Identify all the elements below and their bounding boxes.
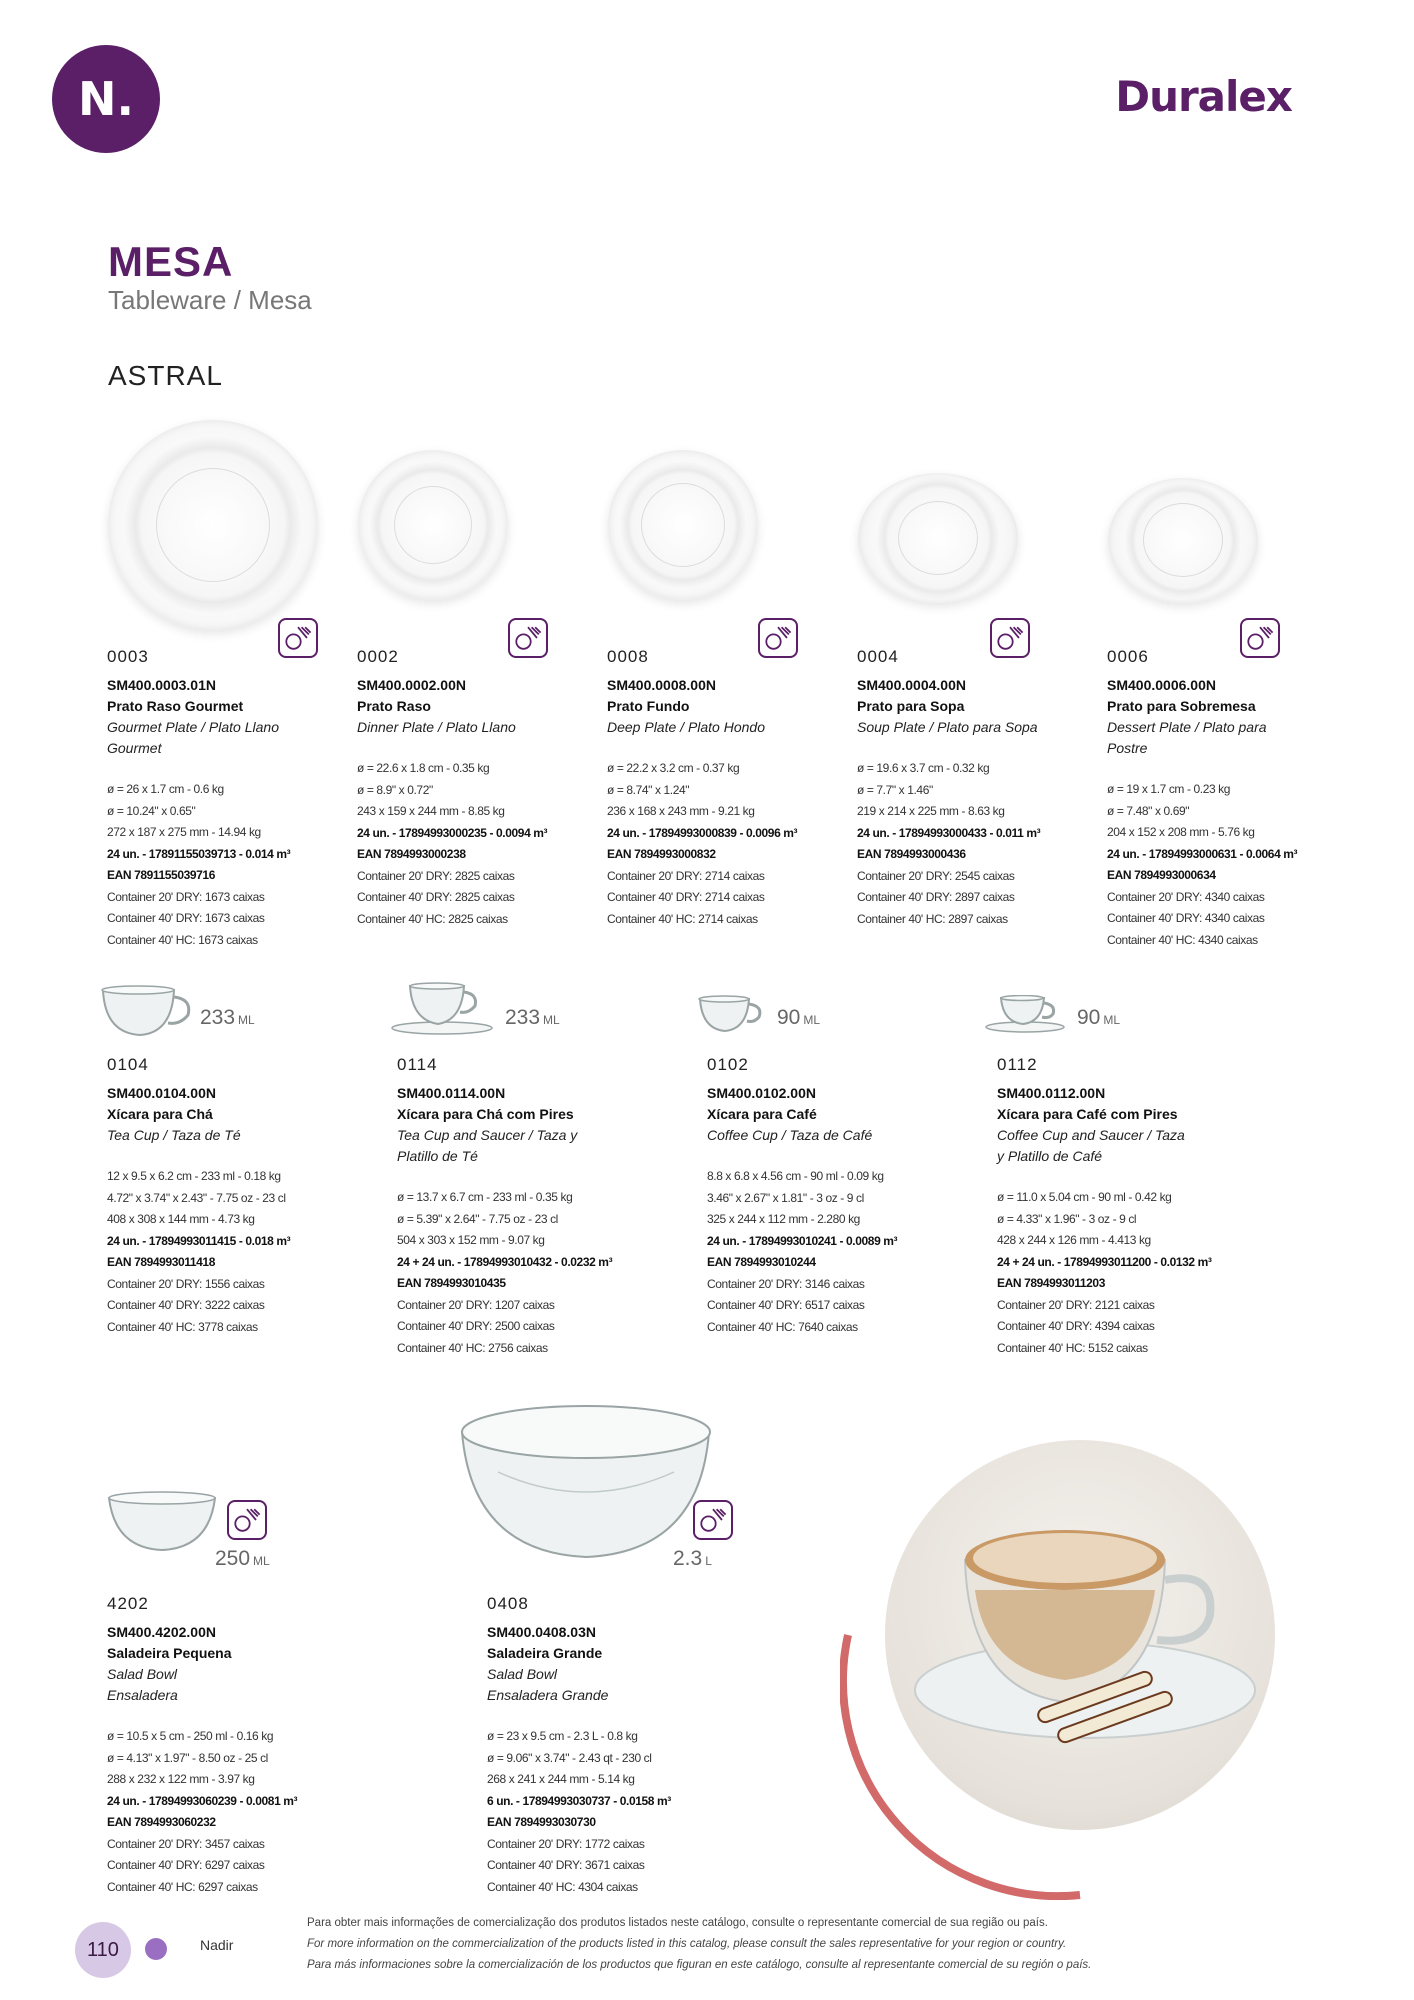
volume-unit: ML <box>1103 1013 1121 1027</box>
spec-line: Container 40' HC: 3778 caixas <box>107 1319 258 1334</box>
spec-line: Container 20' DRY: 1772 caixas <box>487 1836 645 1851</box>
product-specs <box>997 1187 1227 1359</box>
spec-line: 6 un. - 17894993030737 - 0.0158 m³ <box>487 1793 671 1808</box>
product-specs <box>397 1187 627 1359</box>
product-0102 <box>707 1055 937 1338</box>
product-code: SM400.0104.00N <box>107 1085 216 1101</box>
product-0006 <box>1107 647 1337 951</box>
product-number: 0408 <box>487 1594 529 1613</box>
spec-line: Container 40' HC: 2825 caixas <box>357 911 508 926</box>
spec-line: Container 40' DRY: 2714 caixas <box>607 890 765 904</box>
spec-line: 243 x 159 x 244 mm - 8.85 kg <box>357 804 505 818</box>
product-name: Prato Raso Gourmet <box>107 698 244 714</box>
product-translation: Ensaladera <box>107 1687 178 1703</box>
spec-line: 504 x 303 x 152 mm - 9.07 kg <box>397 1233 545 1247</box>
plate-image-0004 <box>858 473 1018 603</box>
cappuccino-photo <box>885 1440 1275 1830</box>
product-code: SM400.0006.00N <box>1107 677 1216 693</box>
product-code: SM400.0408.03N <box>487 1624 596 1640</box>
spec-line: 24 un. - 17894993060239 - 0.0081 m³ <box>107 1793 298 1808</box>
product-name: Prato Fundo <box>607 698 690 714</box>
volume-value: 90 <box>1077 1006 1101 1029</box>
spec-line: 24 un. - 17894993000631 - 0.0064 m³ <box>1107 846 1298 861</box>
spec-line: 4.72" x 3.74" x 2.43" - 7.75 oz - 23 cl <box>107 1190 286 1205</box>
volume-unit: ML <box>253 1554 270 1568</box>
volume-value: 233 <box>200 1006 236 1029</box>
spec-line: ø = 9.06" x 3.74" - 2.43 qt - 230 cl <box>487 1750 652 1765</box>
product-name: Prato Raso <box>357 698 431 714</box>
product-translation: Salad Bowl <box>487 1666 558 1682</box>
spec-line: EAN 7894993000436 <box>857 847 966 861</box>
spec-line: Container 20' DRY: 2545 caixas <box>857 868 1015 883</box>
plate-image-0008 <box>608 450 758 600</box>
spec-line: 24 un. - 17894993011415 - 0.018 m³ <box>107 1233 291 1248</box>
disclaimer-es: Para más informaciones sobre la comercialización de los productos que figuran en este catálogo, consulte al representante comercial de su región o país. <box>307 1959 1092 1971</box>
product-code: SM400.0114.00N <box>397 1085 506 1101</box>
spec-line: Container 40' DRY: 3671 caixas <box>487 1858 645 1872</box>
spec-line: Container 20' DRY: 3146 caixas <box>707 1276 865 1291</box>
product-specs <box>357 758 587 930</box>
volume-unit: L <box>705 1554 712 1568</box>
page-subtitle: Tableware / Mesa <box>108 285 312 315</box>
spec-line: Container 40' HC: 4340 caixas <box>1107 932 1258 947</box>
product-0408 <box>487 1594 717 1898</box>
product-translation: Salad Bowl <box>107 1666 178 1682</box>
cup-volume <box>200 1006 255 1030</box>
spec-line: Container 40' DRY: 4394 caixas <box>997 1319 1155 1333</box>
spec-line: 3.46" x 2.67" x 1.81" - 3 oz - 9 cl <box>707 1190 864 1205</box>
page-number: 110 <box>75 1922 131 1978</box>
product-number: 4202 <box>107 1594 149 1613</box>
product-specs <box>107 1166 337 1338</box>
volume-unit: ML <box>543 1013 560 1027</box>
spec-line: Container 40' HC: 1673 caixas <box>107 932 258 947</box>
product-number: 0112 <box>997 1055 1038 1074</box>
product-translation: Coffee Cup and Saucer / Taza <box>997 1127 1185 1143</box>
product-translation: y Platillo de Café <box>997 1148 1103 1164</box>
product-number: 0006 <box>1107 647 1149 666</box>
spec-line: ø = 4.13" x 1.97" - 8.50 oz - 25 cl <box>107 1750 268 1765</box>
product-specs <box>1107 779 1337 951</box>
spec-line: 204 x 152 x 208 mm - 5.76 kg <box>1107 825 1255 839</box>
spec-line: Container 20' DRY: 1207 caixas <box>397 1297 555 1312</box>
product-number: 0003 <box>107 647 149 666</box>
footer-brand: Nadir <box>200 1937 234 1953</box>
spec-line: 24 un. - 17894993000839 - 0.0096 m³ <box>607 825 798 840</box>
product-4202 <box>107 1594 337 1898</box>
product-translation: Postre <box>1107 740 1148 756</box>
product-translation: Deep Plate / Plato Hondo <box>607 719 765 735</box>
product-specs <box>487 1726 717 1898</box>
product-0002 <box>357 647 587 930</box>
spec-line: 24 un. - 17894993000235 - 0.0094 m³ <box>357 825 548 840</box>
product-number: 0102 <box>707 1055 749 1074</box>
spec-line: EAN 7894993011418 <box>107 1255 215 1269</box>
product-translation: Ensaladera Grande <box>487 1687 609 1703</box>
spec-line: Container 40' HC: 2756 caixas <box>397 1340 548 1355</box>
product-translation: Soup Plate / Plato para Sopa <box>857 719 1038 735</box>
product-code: SM400.0008.00N <box>607 677 716 693</box>
spec-line: Container 40' DRY: 2825 caixas <box>357 890 515 904</box>
nadir-logo <box>52 45 160 153</box>
product-code: SM400.4202.00N <box>107 1624 216 1640</box>
product-translation: Dessert Plate / Plato para <box>1107 719 1267 735</box>
tea-cup-image <box>100 985 195 1040</box>
spec-line: 12 x 9.5 x 6.2 cm - 233 ml - 0.18 kg <box>107 1169 281 1183</box>
spec-line: 288 x 232 x 122 mm - 3.97 kg <box>107 1772 255 1786</box>
spec-line: 325 x 244 x 112 mm - 2.280 kg <box>707 1212 860 1226</box>
volume-value: 2.3 <box>673 1547 703 1570</box>
spec-line: ø = 19 x 1.7 cm - 0.23 kg <box>1107 782 1231 796</box>
spec-line: Container 20' DRY: 4340 caixas <box>1107 889 1265 904</box>
spec-line: Container 20' DRY: 2121 caixas <box>997 1297 1155 1312</box>
spec-line: EAN 7894993060232 <box>107 1815 216 1829</box>
product-number: 0004 <box>857 647 899 666</box>
spec-line: 236 x 168 x 243 mm - 9.21 kg <box>607 804 755 818</box>
spec-line: EAN 7894993000238 <box>357 847 466 861</box>
cup-volume <box>777 1006 820 1030</box>
volume-value: 90 <box>777 1006 801 1029</box>
bowl-volume <box>215 1547 270 1571</box>
product-code: SM400.0002.00N <box>357 677 466 693</box>
product-name: Saladeira Grande <box>487 1645 603 1661</box>
product-translation: Gourmet <box>107 740 162 756</box>
product-name: Saladeira Pequena <box>107 1645 232 1661</box>
spec-line: ø = 13.7 x 6.7 cm - 233 ml - 0.35 kg <box>397 1190 573 1204</box>
microwave-safe-icon <box>693 1500 733 1540</box>
product-translation: Coffee Cup / Taza de Café <box>707 1127 873 1143</box>
spec-line: Container 40' HC: 2897 caixas <box>857 911 1008 926</box>
spec-line: ø = 7.7" x 1.46" <box>857 782 933 797</box>
spec-line: Container 40' DRY: 6517 caixas <box>707 1298 865 1312</box>
spec-line: Container 40' DRY: 1673 caixas <box>107 911 265 925</box>
spec-line: ø = 5.39" x 2.64" - 7.75 oz - 23 cl <box>397 1211 558 1226</box>
product-translation: Tea Cup and Saucer / Taza y <box>397 1127 578 1143</box>
cup-volume <box>505 1006 560 1030</box>
small-bowl-image <box>107 1490 217 1555</box>
page-title: MESA <box>108 238 234 285</box>
volume-value: 250 <box>215 1547 251 1570</box>
product-code: SM400.0003.01N <box>107 677 216 693</box>
spec-line: 408 x 308 x 144 mm - 4.73 kg <box>107 1212 255 1226</box>
spec-line: Container 40' DRY: 6297 caixas <box>107 1858 265 1872</box>
disclaimer-pt: Para obter mais informações de comercialização dos produtos listados neste catálogo, consulte o representante comercial de sua região ou país. <box>307 1917 1048 1929</box>
spec-line: EAN 7894993000832 <box>607 847 716 861</box>
spec-line: ø = 7.48" x 0.69" <box>1107 803 1190 818</box>
collection-title: ASTRAL <box>108 360 223 391</box>
product-0004 <box>857 647 1087 930</box>
spec-line: Container 40' DRY: 4340 caixas <box>1107 911 1265 925</box>
product-0003 <box>107 647 337 951</box>
product-specs <box>857 758 1087 930</box>
product-number: 0104 <box>107 1055 149 1074</box>
product-name: Xícara para Chá <box>107 1106 213 1122</box>
volume-value: 233 <box>505 1006 541 1029</box>
duralex-logo: Duralex <box>1115 72 1292 121</box>
spec-line: ø = 11.0 x 5.04 cm - 90 ml - 0.42 kg <box>997 1190 1172 1204</box>
spec-line: EAN 7894993010244 <box>707 1255 816 1269</box>
spec-line: 428 x 244 x 126 mm - 4.413 kg <box>997 1233 1151 1247</box>
spec-line: Container 20' DRY: 2714 caixas <box>607 868 765 883</box>
product-0008 <box>607 647 837 930</box>
page-dot-decoration <box>145 1938 167 1960</box>
product-translation: Dinner Plate / Plato Llano <box>357 719 516 735</box>
spec-line: ø = 22.6 x 1.8 cm - 0.35 kg <box>357 761 490 775</box>
spec-line: Container 40' HC: 4304 caixas <box>487 1879 638 1894</box>
spec-line: 24 un. - 17894993000433 - 0.011 m³ <box>857 825 1041 840</box>
spec-line: ø = 10.5 x 5 cm - 250 ml - 0.16 kg <box>107 1729 274 1743</box>
spec-line: Container 20' DRY: 1556 caixas <box>107 1276 265 1291</box>
product-name: Prato para Sobremesa <box>1107 698 1256 714</box>
spec-line: 24 + 24 un. - 17894993011200 - 0.0132 m³ <box>997 1254 1212 1269</box>
product-0114 <box>397 1055 627 1359</box>
product-code: SM400.0102.00N <box>707 1085 816 1101</box>
product-name: Xícara para Café <box>707 1106 817 1122</box>
volume-unit: ML <box>803 1013 821 1027</box>
plate-image-0002 <box>358 450 508 600</box>
plate-image-0006 <box>1108 478 1258 603</box>
product-0104 <box>107 1055 337 1338</box>
spec-line: ø = 4.33" x 1.96" - 3 oz - 9 cl <box>997 1211 1137 1226</box>
spec-line: ø = 10.24" x 0.65" <box>107 803 196 818</box>
spec-line: Container 20' DRY: 3457 caixas <box>107 1836 265 1851</box>
spec-line: 268 x 241 x 244 mm - 5.14 kg <box>487 1772 635 1786</box>
spec-line: EAN 7894993011203 <box>997 1276 1105 1290</box>
spec-line: Container 40' HC: 2714 caixas <box>607 911 758 926</box>
footer-disclaimer <box>307 1913 1207 1976</box>
coffee-cup-saucer-image <box>985 995 1067 1035</box>
product-0112 <box>997 1055 1227 1359</box>
spec-line: Container 40' HC: 7640 caixas <box>707 1319 858 1334</box>
product-number: 0114 <box>397 1055 438 1074</box>
spec-line: EAN 7891155039716 <box>107 868 215 882</box>
spec-line: ø = 8.74" x 1.24" <box>607 782 690 797</box>
microwave-safe-icon <box>227 1500 267 1540</box>
plate-image-0003 <box>108 420 318 630</box>
product-name: Prato para Sopa <box>857 698 965 714</box>
spec-line: ø = 26 x 1.7 cm - 0.6 kg <box>107 782 224 796</box>
product-translation: Platillo de Té <box>397 1148 478 1164</box>
spec-line: Container 20' DRY: 1673 caixas <box>107 889 265 904</box>
product-translation: Tea Cup / Taza de Té <box>107 1127 241 1143</box>
spec-line: 219 x 214 x 225 mm - 8.63 kg <box>857 804 1005 818</box>
product-number: 0002 <box>357 647 399 666</box>
product-code: SM400.0112.00N <box>997 1085 1106 1101</box>
coffee-cup-image <box>697 995 767 1035</box>
product-specs <box>707 1166 937 1338</box>
spec-line: Container 20' DRY: 2825 caixas <box>357 868 515 883</box>
product-code: SM400.0004.00N <box>857 677 966 693</box>
spec-line: 24 + 24 un. - 17894993010432 - 0.0232 m³ <box>397 1254 613 1269</box>
spec-line: 24 un. - 17894993010241 - 0.0089 m³ <box>707 1233 898 1248</box>
product-name: Xícara para Café com Pires <box>997 1106 1178 1122</box>
large-bowl-image <box>458 1402 713 1562</box>
cup-volume <box>1077 1006 1120 1030</box>
product-name: Xícara para Chá com Pires <box>397 1106 574 1122</box>
spec-line: Container 40' DRY: 3222 caixas <box>107 1298 265 1312</box>
spec-line: Container 40' HC: 5152 caixas <box>997 1340 1148 1355</box>
product-specs <box>107 779 337 951</box>
bowl-volume <box>673 1547 712 1571</box>
product-specs <box>107 1726 337 1898</box>
spec-line: 24 un. - 17891155039713 - 0.014 m³ <box>107 846 291 861</box>
spec-line: ø = 8.9" x 0.72" <box>357 782 433 797</box>
spec-line: EAN 7894993010435 <box>397 1276 506 1290</box>
spec-line: ø = 19.6 x 3.7 cm - 0.32 kg <box>857 761 990 775</box>
spec-line: 272 x 187 x 275 mm - 14.94 kg <box>107 825 261 839</box>
spec-line: 8.8 x 6.8 x 4.56 cm - 90 ml - 0.09 kg <box>707 1169 884 1183</box>
product-specs <box>607 758 837 930</box>
product-number: 0008 <box>607 647 649 666</box>
spec-line: ø = 23 x 9.5 cm - 2.3 L - 0.8 kg <box>487 1729 638 1743</box>
spec-line: EAN 7894993030730 <box>487 1815 596 1829</box>
disclaimer-en: For more information on the commercialization of the products listed in this catalog, please consult the sales representative for your region or country. <box>307 1938 1067 1950</box>
logo-letter: N. <box>78 72 134 126</box>
tea-cup-saucer-image <box>390 982 495 1037</box>
product-translation: Gourmet Plate / Plato Llano <box>107 719 279 735</box>
volume-unit: ML <box>238 1013 255 1027</box>
spec-line: ø = 22.2 x 3.2 cm - 0.37 kg <box>607 761 740 775</box>
spec-line: Container 40' DRY: 2897 caixas <box>857 890 1015 904</box>
spec-line: EAN 7894993000634 <box>1107 868 1216 882</box>
spec-line: Container 40' HC: 6297 caixas <box>107 1879 258 1894</box>
spec-line: Container 40' DRY: 2500 caixas <box>397 1319 555 1333</box>
